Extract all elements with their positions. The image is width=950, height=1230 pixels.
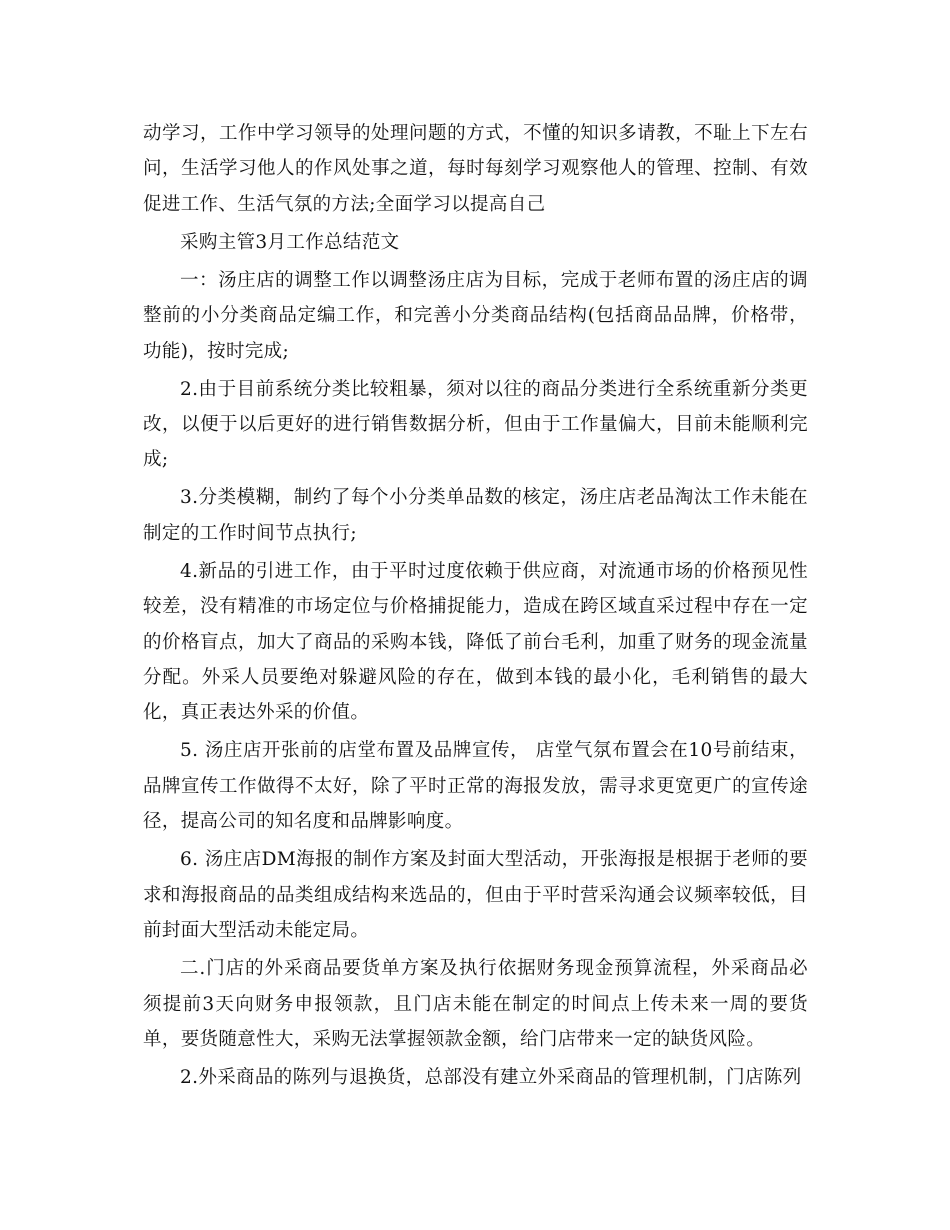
paragraph-item-6: 6. 汤庄店DM海报的制作方案及封面大型活动，开张海报是根据于老师的要求和海报商品的品类组成结构来选品的，但由于平时营采沟通会议频率较低，目前封面大型活动未能定局。 (143, 849, 808, 942)
paragraph-item-1: 一：汤庄店的调整工作以调整汤庄店为目标，完成于老师布置的汤庄店的调整前的小分类商品定编工作，和完善小分类商品结构(包括商品品牌，价格带，功能)，按时完成; (143, 269, 808, 362)
paragraph-section-2: 二.门店的外采商品要货单方案及执行依据财务现金预算流程，外采商品必须提前3天向财务申报领款，且门店未能在制定的时间点上传未来一周的要货单，要货随意性大，采购无法掌握领款金额，给门店带来一定的缺货风险。 (143, 958, 808, 1050)
paragraph-continuation: 动学习，工作中学习领导的处理问题的方式，不懂的知识多请教，不耻上下左右问，生活学习他人的作风处事之道，每时每刻学习观察他人的管理、控制、有效促进工作、生活气氛的方法;全面学习以提高自己 (143, 123, 808, 215)
paragraph-item-4: 4.新品的引进工作，由于平时过度依赖于供应商，对流通市场的价格预见性较差，没有精准的市场定位与价格捕捉能力，造成在跨区域直采过程中存在一定的价格盲点，加大了商品的采购本钱，降低了前台毛利，加重了财务的现金流量分配。外采人员要绝对躲避风险的存在，做到本钱的最小化，毛利销售的最大化，真正表达外采的价值。 (143, 560, 808, 724)
paragraph-item-5: 5. 汤庄店开张前的店堂布置及品牌宣传， 店堂气氛布置会在10号前结束，品牌宣传工作做得不太好，除了平时正常的海报发放，需寻求更宽更广的宣传途径，提高公司的知名度和品牌影响度。 (143, 740, 808, 833)
document-body (143, 116, 808, 1098)
paragraph-item-3: 3.分类模糊，制约了每个小分类单品数的核定，汤庄店老品淘汰工作未能在制定的工作时间节点执行; (143, 487, 808, 544)
section-title: 采购主管3月工作总结范文 (180, 231, 400, 253)
paragraph-section-2-item-2: 2.外采商品的陈列与退换货，总部没有建立外采商品的管理机制，门店陈列 (180, 1066, 802, 1088)
paragraph-item-2: 2.由于目前系统分类比较粗暴，须对以往的商品分类进行全系统重新分类更改，以便于以后更好的进行销售数据分析，但由于工作量偏大，目前未能顺利完成; (143, 378, 808, 471)
